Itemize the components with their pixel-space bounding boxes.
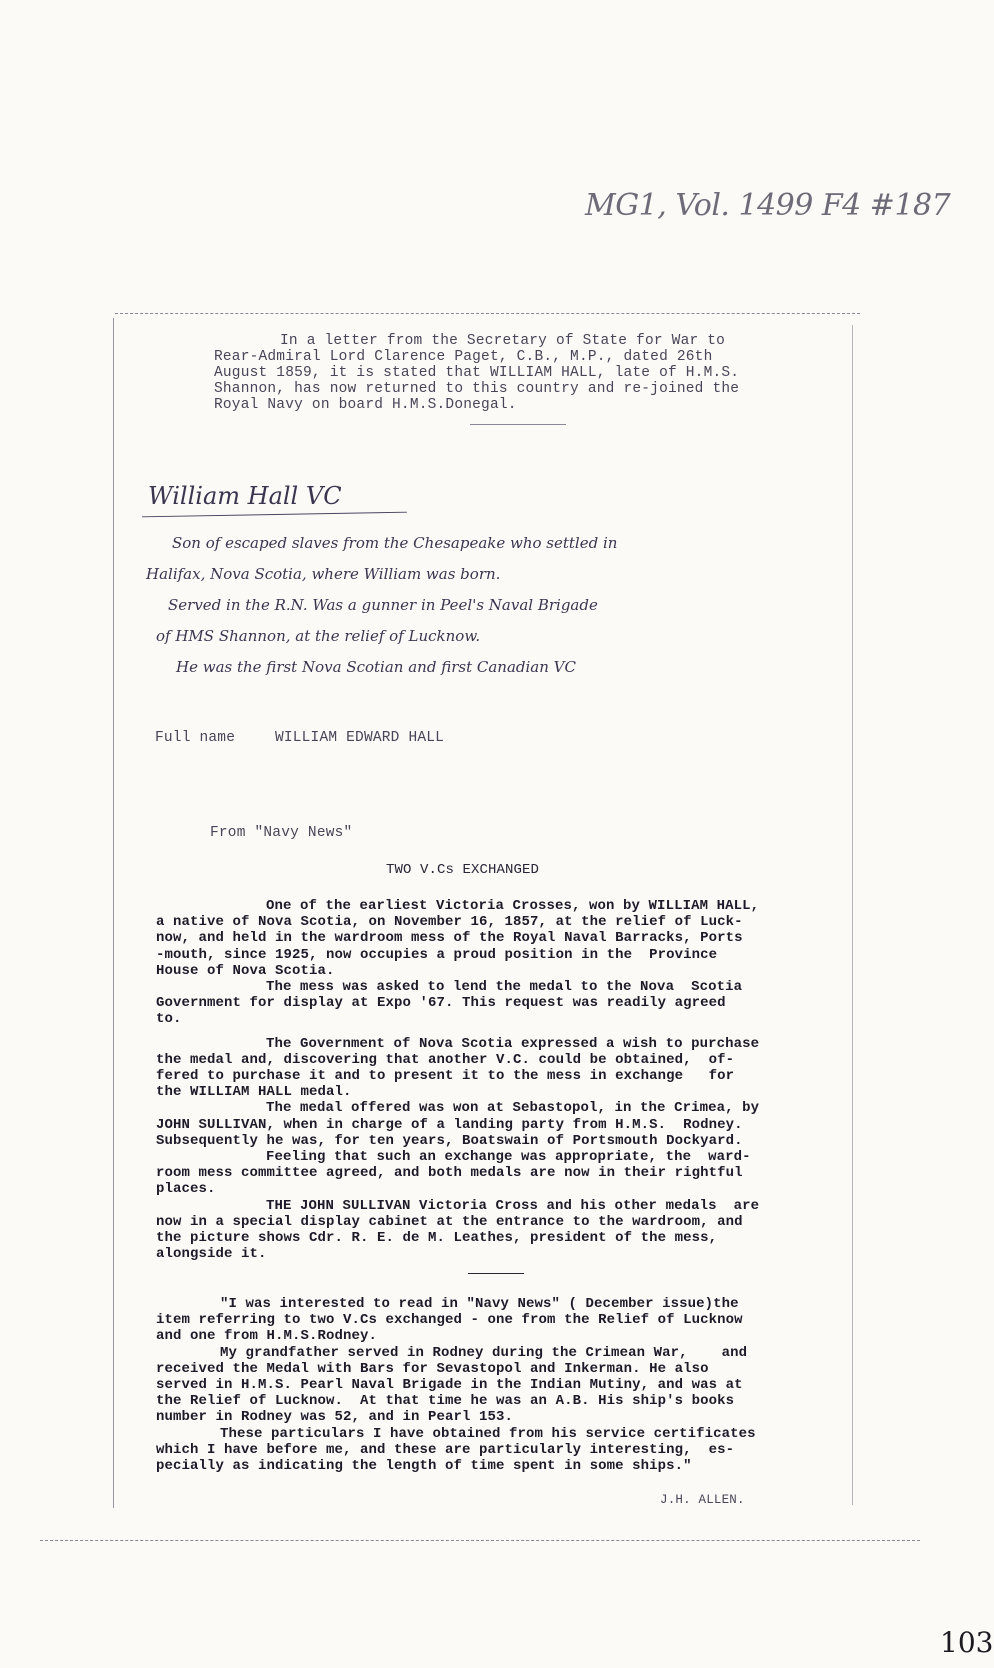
letter-line: served in H.M.S. Pearl Naval Brigade in the Indian Mutiny, and was at bbox=[156, 1377, 743, 1394]
article-line: Subsequently he was, for ten years, Boatswain of Portsmouth Dockyard. bbox=[156, 1132, 743, 1149]
article-line: One of the earliest Victoria Crosses, won by WILLIAM HALL, bbox=[266, 898, 760, 914]
letter-line: and one from H.M.S.Rodney. bbox=[156, 1328, 378, 1345]
article-line: the medal and, discovering that another V.C. could be obtained, of- bbox=[156, 1051, 735, 1068]
article-line: The mess was asked to lend the medal to the Nova Scotia bbox=[266, 979, 743, 996]
article-line: JOHN SULLIVAN, when in charge of a landing party from H.M.S. Rodney. bbox=[156, 1116, 743, 1133]
page-number: 103 bbox=[940, 1626, 994, 1659]
article-line: The medal offered was won at Sebastopol, in the Crimea, by bbox=[266, 1100, 760, 1117]
excerpt-line: August 1859, it is stated that WILLIAM HALL, late of H.M.S. bbox=[214, 365, 740, 381]
frame-bottom-edge bbox=[40, 1540, 920, 1541]
full-name-value: WILLIAM EDWARD HALL bbox=[274, 730, 445, 746]
letter-line: "I was interested to read in "Navy News" ( December issue)the bbox=[220, 1296, 739, 1312]
article-line: -mouth, since 1925, now occupies a proud position in the Province bbox=[156, 946, 718, 963]
excerpt-separator bbox=[470, 424, 566, 425]
article-line: the WILLIAM HALL medal. bbox=[156, 1084, 352, 1101]
article-line: Feeling that such an exchange was appropriate, the ward- bbox=[266, 1149, 751, 1166]
handwritten-line: Halifax, Nova Scotia, where William was born. bbox=[146, 565, 501, 583]
excerpt-line: Rear-Admiral Lord Clarence Paget, C.B., M.P., dated 26th bbox=[214, 349, 713, 365]
article-line: The Government of Nova Scotia expressed a wish to purchase bbox=[266, 1035, 760, 1052]
signature: J.H. ALLEN. bbox=[660, 1493, 745, 1507]
excerpt-line: Royal Navy on board H.M.S.Donegal. bbox=[214, 397, 517, 413]
article-line: fered to purchase it and to present it to the mess in exchange for bbox=[156, 1068, 735, 1085]
article-line: now, and held in the wardroom mess of the Royal Naval Barracks, Ports bbox=[156, 930, 743, 947]
letter-line: pecially as indicating the length of time spent in some ships." bbox=[156, 1458, 692, 1475]
article-line: places. bbox=[156, 1181, 216, 1198]
article-line: House of Nova Scotia. bbox=[156, 962, 335, 979]
archive-reference: MG1, Vol. 1499 F4 #187 bbox=[585, 188, 951, 223]
full-name bbox=[155, 730, 444, 746]
letter-line: These particulars I have obtained from his service certificates bbox=[220, 1425, 756, 1442]
reader-letter bbox=[156, 1296, 856, 1474]
article-line: room mess committee agreed, and both medals are now in their rightful bbox=[156, 1165, 743, 1182]
letter-line: item referring to two V.Cs exchanged - one from the Relief of Lucknow bbox=[156, 1312, 743, 1329]
article-separator bbox=[468, 1273, 524, 1274]
handwritten-line: He was the first Nova Scotian and first Canadian VC bbox=[176, 658, 576, 676]
article-line: Government for display at Expo '67. This request was readily agreed bbox=[156, 995, 726, 1012]
article-line: THE JOHN SULLIVAN Victoria Cross and his other medals are bbox=[266, 1197, 760, 1214]
handwritten-title: William Hall VC bbox=[148, 482, 342, 510]
letter-line: which I have before me, and these are particularly interesting, es- bbox=[156, 1441, 735, 1458]
handwritten-line: Served in the R.N. Was a gunner in Peel's Naval Brigade bbox=[168, 596, 598, 614]
article-line: a native of Nova Scotia, on November 16, 1857, at the relief of Luck- bbox=[156, 914, 743, 931]
full-name-label: Full name bbox=[155, 730, 236, 746]
letter-line: number in Rodney was 52, and in Pearl 153. bbox=[156, 1409, 514, 1426]
handwritten-underline bbox=[142, 512, 407, 518]
frame-left-edge bbox=[113, 318, 114, 1508]
article-line: alongside it. bbox=[156, 1246, 267, 1263]
letter-line: My grandfather served in Rodney during the Crimean War, and bbox=[220, 1344, 748, 1361]
handwritten-line: Son of escaped slaves from the Chesapeake who settled in bbox=[172, 534, 618, 552]
article-line: now in a special display cabinet at the entrance to the wardroom, and bbox=[156, 1213, 743, 1230]
letter-excerpt bbox=[200, 333, 820, 413]
handwritten-note bbox=[146, 528, 800, 683]
excerpt-line: In a letter from the Secretary of State for War to bbox=[280, 333, 726, 349]
letter-line: the Relief of Lucknow. At that time he was an A.B. His ship's books bbox=[156, 1393, 735, 1410]
article-line: the picture shows Cdr. R. E. de M. Leathes, president of the mess, bbox=[156, 1230, 718, 1247]
source-line: From "Navy News" bbox=[210, 825, 353, 841]
article-line: to. bbox=[156, 1011, 182, 1028]
handwritten-line: of HMS Shannon, at the relief of Lucknow. bbox=[156, 627, 481, 645]
letter-line: received the Medal with Bars for Sevastopol and Inkerman. He also bbox=[156, 1360, 709, 1377]
article-body bbox=[156, 898, 846, 1262]
excerpt-line: Shannon, has now returned to this country and re-joined the bbox=[214, 381, 740, 397]
frame-top-edge bbox=[115, 313, 860, 314]
article-title: TWO V.Cs EXCHANGED bbox=[386, 862, 540, 878]
